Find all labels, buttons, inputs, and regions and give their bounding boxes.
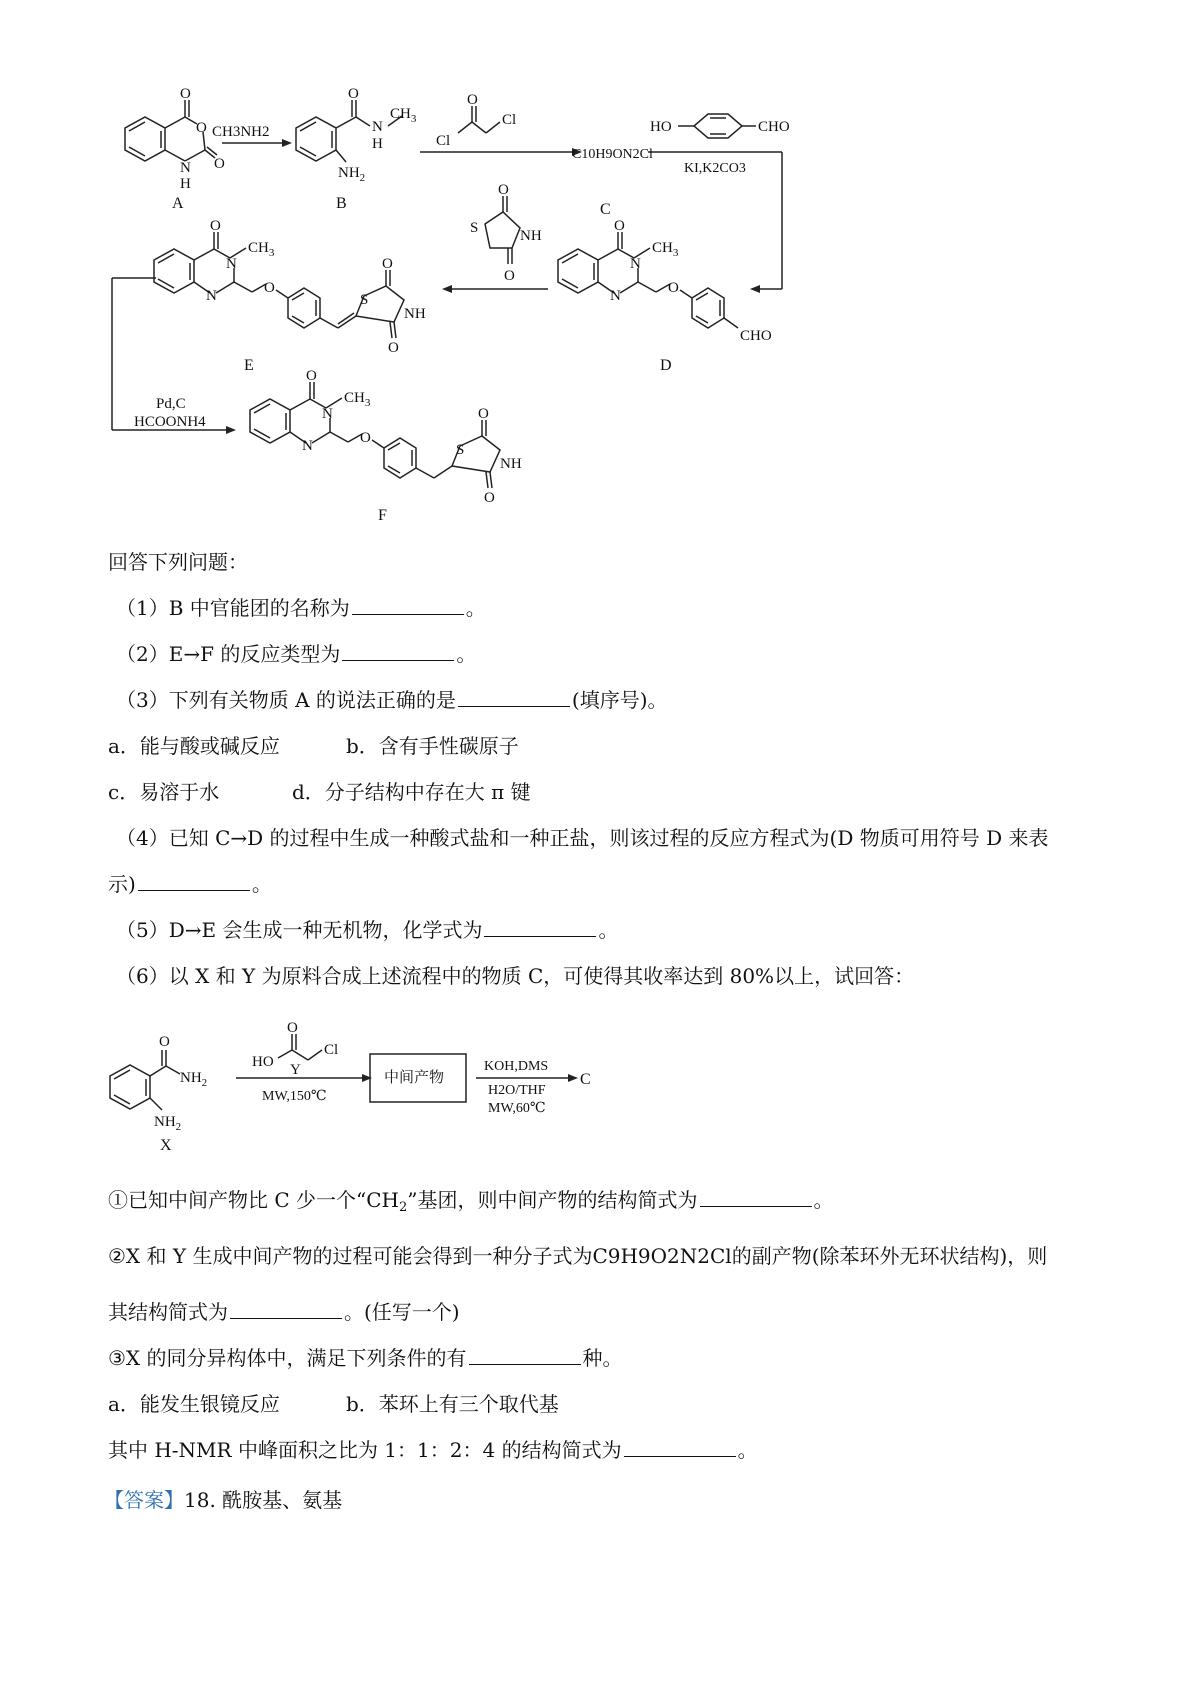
atom-h: H [372,136,383,152]
answer-blank[interactable] [342,642,454,661]
s2-text-b: 的副产物(除苯环外无环状结构)，则 [731,1244,1048,1268]
q2-end: 。 [456,642,477,666]
question-6: （6）以 X 和 Y 为原料合成上述流程中的物质 C，可使得其收率达到 80%以上，试回答： [116,964,915,988]
atom-o: O [214,156,225,172]
atom-o: O [180,86,191,102]
reagent-koh: KOH,DMS [484,1059,549,1074]
subquestion-3 [108,1344,623,1372]
nmr-end: 。 [737,1438,758,1462]
atom-n: N [610,288,621,304]
condition-mw60: MW,60℃ [488,1101,546,1116]
atom-n: N [372,119,383,135]
atom-o: O [382,256,393,272]
label-A: A [172,195,184,212]
amine-label: $NH_2$ [338,165,366,184]
q3-options-ab [108,732,519,760]
atom-s: S [456,442,465,458]
option-d: d．分子结构中存在大 π 键 [292,780,531,804]
atom-s: S [360,292,369,308]
methyl-label: $CH_3$ [248,240,275,259]
s2-end: 。(任写一个) [344,1300,460,1324]
label-F: F [378,507,387,524]
atom-o: O [478,406,489,422]
atom-o: O [210,218,221,234]
atom-n: N [630,256,641,272]
atom-cho: CHO [758,119,790,135]
s3-conditions [108,1390,559,1418]
ch2-subscript: 2 [399,1200,408,1215]
answer-blank[interactable] [352,596,464,615]
methyl-label: $CH_3$ [344,390,371,409]
atom-o: O [484,490,495,506]
nmr-text: 其中 H-NMR 中峰面积之比为 1：1：2：4 的结构简式为 [108,1438,622,1462]
atom-o: O [360,430,371,446]
subquestion-2 [108,1242,1047,1270]
answer-blank[interactable] [469,1346,581,1365]
reagent-ki: KI,K2CO3 [684,161,746,176]
atom-cho: CHO [740,328,772,344]
s1-text-b: ”基团，则中间产物的结构简式为 [407,1188,698,1212]
label-C: C [580,1071,591,1088]
answer-blank[interactable] [624,1438,736,1457]
byproduct-formula: C9H9O2N2Cl [592,1244,732,1268]
s2-line2: 其结构简式为 [108,1300,228,1324]
q4-end: 。 [251,872,272,896]
atom-n: N [180,160,191,176]
label-X: X [160,1137,172,1154]
intro-text: 回答下列问题： [108,550,248,574]
atom-o: O [504,268,515,284]
option-b: b．含有手性碳原子 [346,734,519,758]
atom-h: H [180,176,191,192]
amine-nh2: $NH_2$ [154,1114,182,1133]
atom-n: N [302,438,313,454]
atom-o: O [668,280,679,296]
q3-end: (填序号)。 [571,688,668,712]
atom-o: O [306,368,317,384]
question-1 [116,594,486,622]
answer-tag: 【答案】 [104,1488,184,1512]
label-E: E [244,357,254,374]
intermediate-label: 中间产物 [384,1070,445,1086]
s3-nmr [108,1436,758,1464]
question-4: （4）已知 C→D 的过程中生成一种酸式盐和一种正盐，则该过程的反应方程式为(D 物质可用符号 D 来表 [116,826,1049,850]
condition-a: a．能发生银镜反应 [108,1392,280,1416]
atom-cl: Cl [502,112,517,128]
answer-blank[interactable] [230,1300,342,1319]
q1-text: （1）B 中官能团的名称为 [116,596,350,620]
atom-n: N [206,288,217,304]
c-formula: C10H9ON2Cl [572,147,653,162]
reagent-ch3nh2: CH3NH2 [212,124,270,140]
q3-options-cd [108,778,531,806]
answer-blank[interactable] [700,1188,812,1207]
atom-o: O [614,218,625,234]
s3-end: 种。 [582,1346,623,1370]
q4-line2: 示) [108,872,136,896]
option-c: c．易溶于水 [108,780,220,804]
atom-ho: HO [252,1054,274,1070]
atom-o: O [467,92,478,108]
atom-o: O [348,86,359,102]
subquestion-2-cont [108,1298,460,1326]
answer-blank[interactable] [484,918,596,937]
atom-o: O [196,120,207,136]
q5-end: 。 [598,918,619,942]
atom-o: O [264,280,275,296]
reagent-h2o-thf: H2O/THF [488,1083,546,1098]
label-C: C [600,201,611,218]
q2-text: （2）E→F 的反应类型为 [116,642,341,666]
q5-text: （5）D→E 会生成一种无机物，化学式为 [116,918,483,942]
label-D: D [660,357,672,374]
s3-text: ③X 的同分异构体中，满足下列条件的有 [108,1346,467,1370]
atom-cl: Cl [324,1042,339,1058]
condition-b: b．苯环上有三个取代基 [346,1392,559,1416]
methyl-label: $CH_3$ [652,240,679,259]
reaction-scheme-2 [0,1020,1200,1180]
reaction-scheme-1 [0,0,1200,540]
ch2-group: CH [366,1188,399,1212]
reagent-pdc: Pd,C [156,396,186,412]
atom-o: O [388,340,399,356]
reagent-hcoonh4: HCOONH4 [134,414,206,430]
label-Y: Y [290,1062,301,1078]
label-B: B [336,195,347,212]
answer-text: 18. 酰胺基、氨基 [184,1488,343,1512]
s1-end: 。 [813,1188,834,1212]
answer-blank[interactable] [458,688,570,707]
atom-cl: Cl [436,133,451,149]
question-4-cont [108,870,272,898]
subquestion-1 [108,1186,834,1222]
amide-nh2: $NH_2$ [180,1070,208,1089]
s1-text-a: ①已知中间产物比 C 少一个“ [108,1188,367,1212]
atom-n: N [226,256,237,272]
question-3 [116,686,668,714]
s2-text-a: ②X 和 Y 生成中间产物的过程可能会得到一种分子式为 [108,1244,593,1268]
condition-mw150: MW,150℃ [262,1089,327,1104]
atom-ho: HO [650,119,672,135]
atom-s: S [470,220,479,236]
atom-o: O [498,182,509,198]
answer-line [104,1486,342,1514]
question-5 [116,916,618,944]
atom-nh: NH [404,306,426,322]
atom-o: O [159,1034,170,1050]
atom-nh: NH [520,228,542,244]
option-a: a．能与酸或碱反应 [108,734,280,758]
atom-nh: NH [500,456,522,472]
question-2 [116,640,476,668]
atom-o: O [287,1020,298,1036]
answer-blank[interactable] [138,872,250,891]
q3-text: （3）下列有关物质 A 的说法正确的是 [116,688,456,712]
methyl-label: $CH_3$ [390,106,417,125]
atom-n: N [322,406,333,422]
q1-end: 。 [465,596,486,620]
